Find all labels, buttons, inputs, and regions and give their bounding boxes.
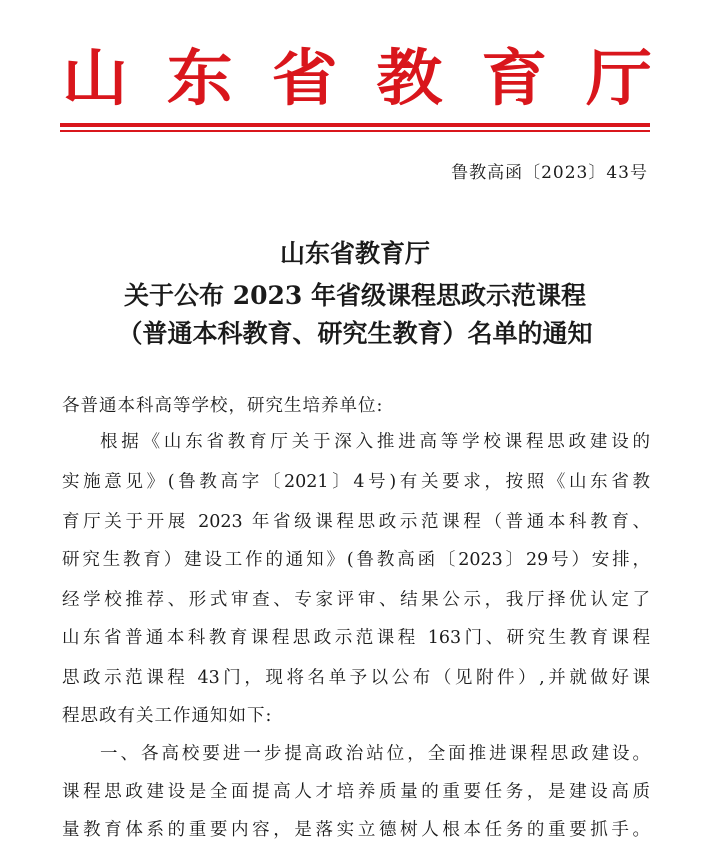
title-line-1: 山东省教育厅	[279, 239, 430, 268]
masthead-org-name	[62, 38, 652, 118]
title-line-2: 关于公布 2023 年省级课程思政示范课程	[124, 281, 586, 310]
body-paragraph-line: 根据《山东省教育厅关于深入推进高等学校课程思政建设的	[100, 432, 650, 452]
masthead-char: 教	[376, 42, 443, 114]
body-paragraph-line: 课程思政建设是全面提高人才培养质量的重要任务，是建设高质	[62, 782, 650, 802]
body-paragraph-line: 程思政有关工作通知如下:	[62, 706, 273, 726]
masthead-red-rule-thin	[60, 130, 650, 132]
body-paragraph-line: 山东省普通本科教育课程思政示范课程 163门、研究生教育课程	[62, 628, 650, 648]
body-paragraph-line: 研究生教育）建设工作的通知》(鲁教高函〔2023〕29号）安排，	[62, 550, 650, 570]
masthead-red-rule-thick	[60, 123, 650, 127]
body-paragraph-line: 育厅关于开展 2023 年省级课程思政示范课程（普通本科教育、	[62, 512, 650, 532]
masthead-char: 厅	[585, 42, 652, 114]
body-paragraph-line: 量教育体系的重要内容，是落实立德树人根本任务的重要抓手。	[62, 820, 650, 840]
body-paragraph-line: 思政示范课程 43门，现将名单予以公布（见附件）,并就做好课	[62, 668, 650, 688]
masthead-char: 省	[271, 42, 338, 114]
masthead-char: 山	[62, 42, 128, 114]
masthead-char: 育	[481, 42, 548, 114]
addressee: 各普通本科高等学校，研究生培养单位:	[62, 396, 384, 416]
section-heading-line: 一、各高校要进一步提高政治站位，全面推进课程思政建设。	[100, 744, 650, 764]
title-line-3: （普通本科教育、研究生教育）名单的通知	[117, 319, 593, 348]
document-number: 鲁教高函〔2023〕43号	[451, 163, 648, 183]
masthead-char: 东	[166, 42, 233, 114]
body-paragraph-line: 实施意见》(鲁教高字〔2021〕4号)有关要求，按照《山东省教	[62, 472, 650, 492]
body-paragraph-line: 经学校推荐、形式审查、专家评审、结果公示，我厅择优认定了	[62, 590, 650, 610]
